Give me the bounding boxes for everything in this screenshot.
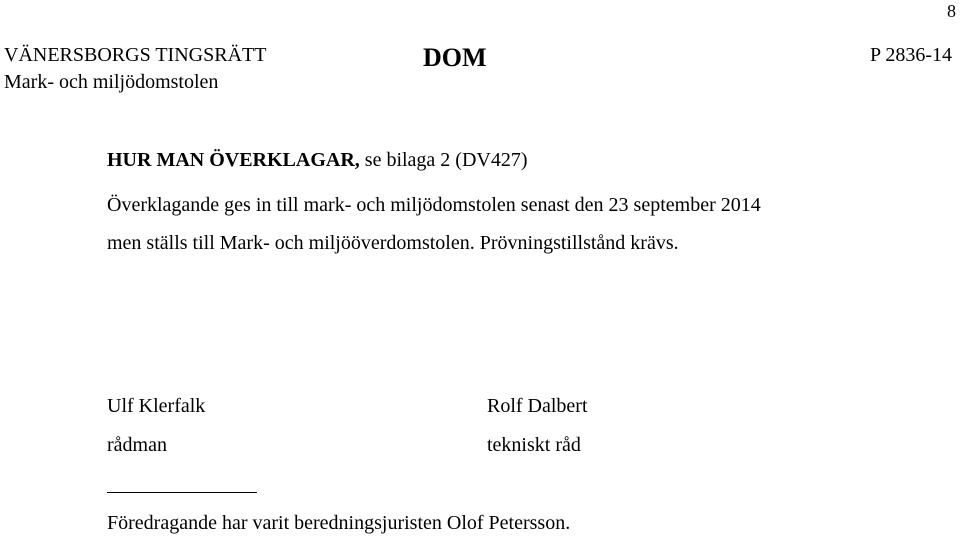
page-number: 8 bbox=[947, 1, 956, 21]
rapporteur-note: Föredragande har varit beredningsjuristen Olof Petersson. bbox=[107, 512, 571, 534]
appeal-instruction-line-2: men ställs till Mark- och miljööverdomstolen. Prövningstillstånd krävs. bbox=[107, 232, 679, 254]
signatory-title: tekniskt råd bbox=[487, 434, 581, 456]
appeal-heading-bold: HUR MAN ÖVERKLAGAR, bbox=[107, 149, 360, 171]
court-name: VÄNERSBORGS TINGSRÄTT bbox=[4, 44, 267, 66]
document-type: DOM bbox=[423, 43, 487, 72]
signatory-name: Ulf Klerfalk bbox=[107, 395, 206, 417]
signatory-title: rådman bbox=[107, 434, 167, 456]
appeal-heading-rest: se bilaga 2 (DV427) bbox=[359, 149, 528, 171]
appeal-instruction-line-1: Överklagande ges in till mark- och miljödomstolen senast den 23 september 2014 bbox=[107, 194, 761, 216]
case-number: P 2836-14 bbox=[869, 44, 952, 66]
signatory-name: Rolf Dalbert bbox=[487, 395, 588, 417]
footnote-rule bbox=[107, 492, 257, 493]
appeal-heading bbox=[107, 150, 528, 170]
court-department: Mark- och miljödomstolen bbox=[4, 71, 219, 93]
